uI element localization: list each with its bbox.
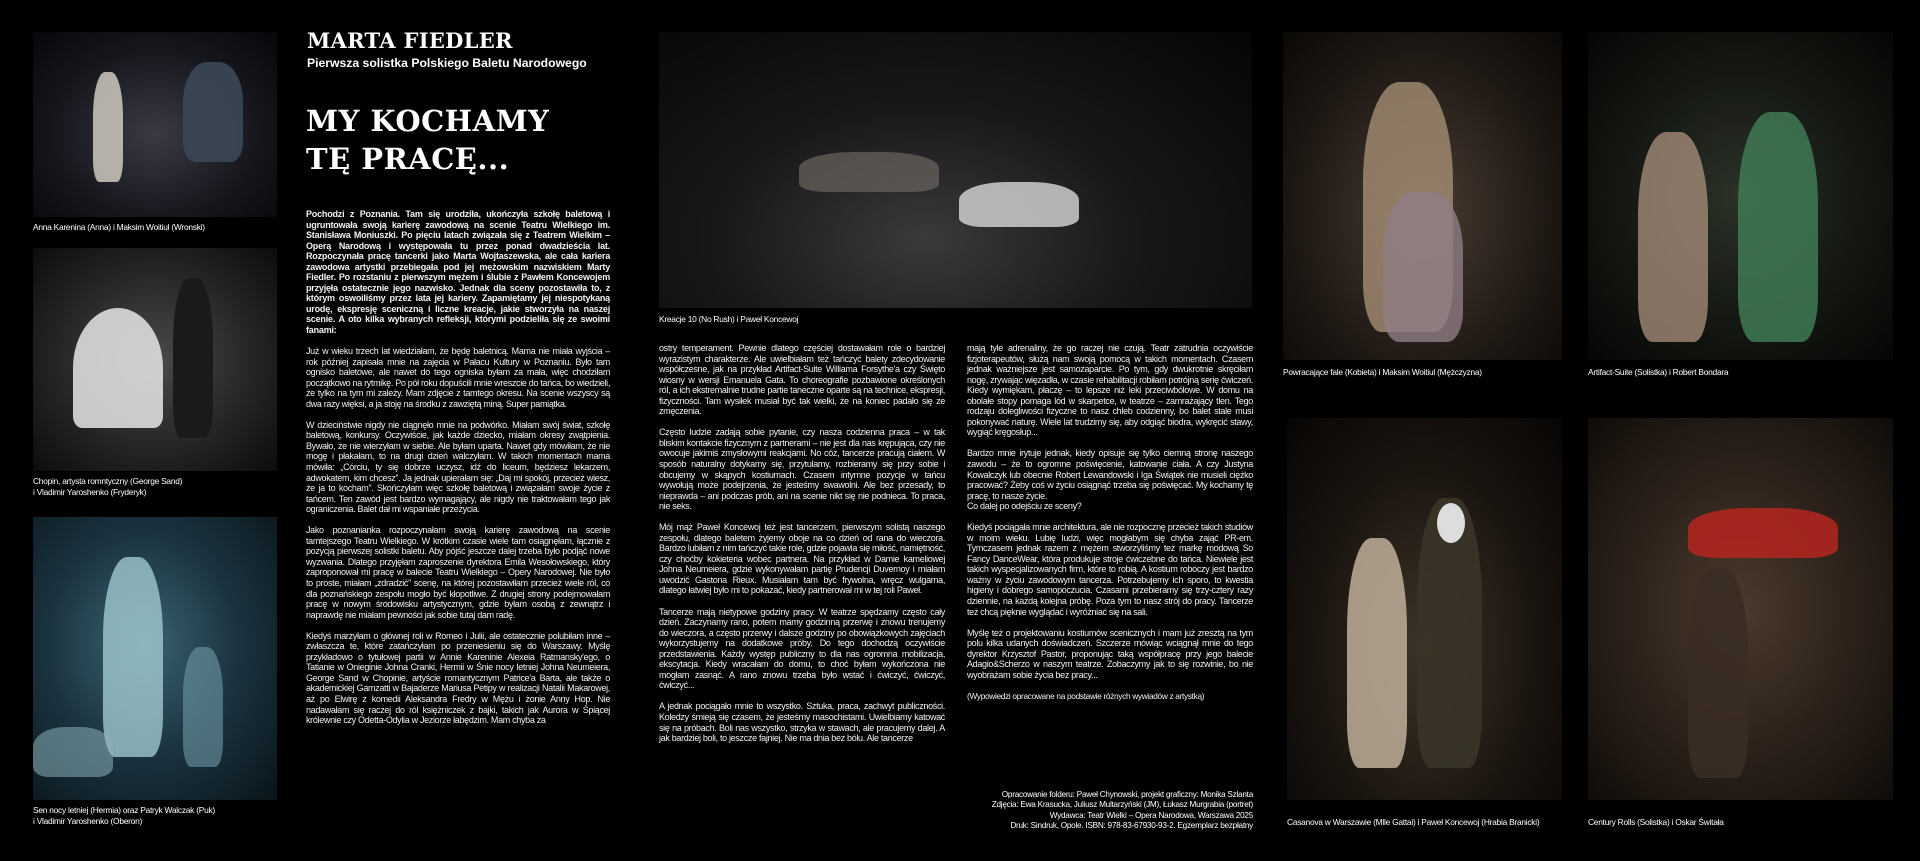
paragraph: ostry temperament. Pewnie dlatego częściej dostawałam role o bardziej wyrazistym charakterze. Ale uwielbiałam też tańczyć balety zdecydowanie współczesne, jak na przykład Artifact-Suite Williama Forsythe'a czy Święto wiosny w wersji Emanuela Gata. To choreografie pozbawione określonych ról, a ich ekstremalnie trudne partie taneczne oparte są na technice, ekspresji, fizyczności. Tam wysiłek musiał być tak wielki, że na koniec padało się ze zmęczenia. [659, 343, 945, 417]
paragraph: Myślę też o projektowaniu kostiumów scenicznych i mam już zresztą na tym polu kilka udanych doświadczeń. Szczerze mówiąc wciągnął mnie do tego dyrektor Krzysztof Pastor, proponując taką współpracę przy jego balecie Adagio&Scherzo w naszym teatrze. Zobaczymy jak to się rozwinie, bo nie wyobrażam sobie życia bez pracy... [967, 627, 1253, 680]
intro-paragraph: Pochodzi z Poznania. Tam się urodziła, ukończyła szkołę baletową i ugruntowała swoją karierę zawodową na scenie Teatru Wielkiego im. Stanisława Moniuszki. Po pięciu latach związała się z Teatrem Wielkim – Operą Narodową i występowała tu przez ponad dwadzieścia lat. Rozpoczynała pracę tancerki jako Marta Wojtaszewska, ale cała kariera zawodowa artystki przebiegała pod jej mężowskim nazwiskiem Marty Fiedler. Po rozstaniu z pierwszym mężem i ślubie z Pawłem Koncewojem przyjęła ostatecznie jego nazwisko. Jednak dla sceny pozostawiła to, z którym oswoiliśmy przez lata jej kariery. Zapamiętamy jej niespotykaną urodę, ekspresję sceniczną i liczne kreacje, jakie stworzyła na naszej scenie. A oto kilka wybranych refleksji, którymi podzieliła się ze swoimi fanami: [306, 209, 610, 336]
photo-powracajace-fale [1283, 32, 1562, 360]
photo-century-rolls [1588, 418, 1893, 800]
credit-line: Zdjęcia: Ewa Krasucka, Juliusz Multarzyński (JM), Łukasz Murgrabia (portret) [991, 800, 1253, 810]
credit-line: Opracowanie folderu: Paweł Chynowski, projekt graficzny: Monika Szlanta [1001, 790, 1253, 799]
page-title [306, 102, 549, 178]
text-column-1 [306, 209, 610, 736]
paragraph: A jednak pociągało mnie to wszystko. Sztuka, praca, zachwyt publiczności. Koledzy śmieją się czasem, że jesteśmy masochistami. Uwielbiamy katować się na próbach. Boli nas wszystko, strzyka w stawach, ale pracujemy dalej. A jak bardziej boli, to jeszcze fajniej. Nie ma dnia bez bólu. Ale tancerze [659, 701, 945, 744]
caption-sen-nocy-letniej [33, 805, 215, 826]
caption-anna-karenina: Anna Karenina (Anna) i Maksim Woitiul (Wronski) [33, 222, 205, 232]
caption-kreacje-10: Kreacje 10 (No Rush) i Paweł Koncewoj [659, 314, 799, 324]
caption-sen-line2: i Vladimir Yaroshenko (Oberon) [33, 815, 143, 826]
caption-powracajace-fale: Powracające fale (Kobieta) i Maksim Woitiul (Mężczyzna) [1283, 367, 1482, 377]
paragraph: Bardzo mnie irytuje jednak, kiedy opisuje się tylko ciemną stronę naszego zawodu – że to ogromne poświęcenie, katowanie ciała. A czy Justyna Kowalczyk lub obecnie Robert Lewandowski i Iga Świątek nie musieli ciężko pracować? Żeby coś w życiu osiągnąć trzeba się poświęcać. My kochamy tę pracę, to nasze życie. [967, 448, 1253, 501]
caption-century-rolls: Century Rolls (Solistka) i Oskar Świtała [1588, 817, 1724, 827]
paragraph: Tancerze mają nietypowe godziny pracy. W teatrze spędzamy często cały dzień. Zaczynamy rano, potem mamy godzinną przerwę i znowu trenujemy do wieczora, a często przerwy i dalsze godziny po obowiązkowych zajęciach wykorzystujemy na dodatkowe próby. Do tego dochodzą oczywiście przedstawienia. Każdy występ publiczny to dla nas ogromna mobilizacja, ekscytacja. Kiedy wracałam do domu, to choć byłam wykończona nie mogłam zasnąć. A rano znowu trzeba było wstać i ćwiczyć, ćwiczyć, ćwiczyć... [659, 606, 945, 691]
credits [967, 790, 1253, 831]
title-line-2: TĘ PRACĘ... [306, 142, 510, 176]
caption-chopin-line1: Chopin, artysta romntyczny (George Sand) [33, 476, 183, 486]
caption-sen-line1: Sen nocy letniej (Hermia) oraz Patryk Walczak (Puk) [33, 805, 215, 815]
photo-sen-nocy-letniej [33, 517, 277, 800]
caption-chopin [33, 476, 182, 497]
artist-subtitle: Pierwsza solistka Polskiego Baletu Narodowego [307, 56, 587, 70]
paragraph: Jako poznanianka rozpoczynałam swoją karierę zawodową na scenie tamtejszego Teatru Wielkiego. W krótkim czasie wiele tam osiągnęłam, łącznie z pozycją pierwszej solistki baletu. Aby pójść jeszcze dalej trzeba było podjąć nowe wyzwania. Dlatego przyjęłam zaproszenie dyrektora Emila Wesołowskiego, który zaproponował mi pracę w balecie Teatru Wielkiego – Opery Narodowej. Nie było to proste, miałam „zdradzić” scenę, na której pozostawiłam przecież wiele ról, co dla poznańskiego zespołu mogło być kłopotliwe. Z drugiej strony podejmowałam pracę w nowym środowisku artystycznym, gdzie byłam osobą z zewnątrz i naprawdę nie miałam pewności jak sobie tutaj dam radę. [306, 525, 610, 620]
artist-name: MARTA FIEDLER [307, 28, 513, 53]
paragraph: mają tyle adrenaliny, że go raczej nie czują. Teatr zatrudnia oczywiście fizjoterapeutów, służą nam swoją pomocą w takich momentach. Czasem jednak ważniejsze jest samozaparcie. Po tym, gdy dwukrotnie skręciłam nogę, zrywając więzadła, w czasie rehabilitacji robiłam potrójną serię ćwiczeń. Kiedy wymiękam, płaczę – to lepsze niż leki przeciwbólowe. W domu na obolałe stopy pomaga lód w skarpetce, w teatrze – zamrażający tlen. Tego rodzaju dolegliwości fizyczne to nasz chleb codzienny, bo balet stale musi pokonywać naturę. Wiele lat trudzimy się, aby odgiąć biodra, wykręcić stawy, wygiąć kręgosłup... [967, 343, 1253, 438]
paragraph: Kiedyś pociągała mnie architektura, ale nie rozpocznę przecież takich studiów w moim wieku. Lubię ludzi, więc mogłabym się chyba zająć PR-em. Tymczasem jednak razem z mężem stworzyliśmy też markę modową So Fancy DanceWear, która produkuje stroje ćwiczebne do tańca. Niewiele jest takich wyspecjalizowanych firm, które to robią. A kostium roboczy jest bardzo ważny w życiu zawodowym tancerza. Potrzebujemy ich sporo, to kwestia higieny i dobrego samopoczucia. Czasami przebieramy się trzy-cztery razy dziennie, na każdą kolejna próbę. Poza tym to nasz strój do pracy. Tancerze też chcą pięknie wyglądać i wyróżniać się na sali. [967, 522, 1253, 617]
title-line-1: MY KOCHAMY [306, 104, 550, 138]
question: Co dalej po odejściu ze sceny? [967, 501, 1082, 512]
caption-artifact-suite: Artifact-Suite (Solistka) i Robert Bondara [1588, 367, 1729, 377]
paragraph: Już w wieku trzech lat wiedziałam, że będę baletnicą. Mama nie miała wyjścia – rok później zapisała mnie na zajęcia w Pałacu Kultury w Poznaniu. Było tam ognisko baletowe, ale nawet do tego ogniska byłam za mała, więc chodziłam początkowo na rytmikę. Po pół roku dopuścili mnie wreszcie do tańca, bo wiedzieli, że tylko na tym mi zależy. Mam zdjęcie z tamtego okresu. Na scenie wszyscy są dwa razy więksi, a ja stoję na środku z zawziętą miną. Super pamiątka. [306, 346, 610, 409]
text-column-3 [967, 343, 1253, 712]
paragraph: Kiedyś marzyłam o głównej roli w Romeo i Julii, ale ostatecznie polubiłam inne – zwłaszcza te, które zatańczyłam po przeniesieniu się do Warszawy. Myślę przykładowo o tytułowej partii w Annie Kareninie Alexeia Ratmansky'ego, o Tatianie w Onieginie Johna Cranki, Hermii w Śnie nocy letniej Johna Neumeiera, George Sand w Chopinie, artyście romantycznym Patrice'a Barta, ale także o akademickiej Gamzatti w Bajaderze Mariusa Petipy w realizacji Natalii Makarowej, aż po Elwirę z komedii Aleksandra Fredry w Mężu i żonie Anny Hop. Nie nadawałam się raczej do ról księżniczek z bajki, takich jak Aurora w Śpiącej królewnie czy Odetta-Odylia w Jeziorze łabędzim. Mam chyba za [306, 630, 610, 726]
text-column-2 [659, 343, 945, 754]
photo-kreacje-10 [659, 32, 1252, 308]
photo-chopin [33, 248, 277, 471]
source-note: (Wypowiedzi opracowane na podstawie różnych wywiadów z artystką) [967, 690, 1205, 701]
paragraph: Mój mąż Paweł Koncewoj też jest tancerzem, pierwszym solistą naszego zespołu, dlatego baletem żyjemy oboje na co dzień od rana do wieczora. Bardzo lubiłam z nim tańczyć takie role, gdzie pojawia się miłość, namiętność, czy choćby kokieteria wobec partnera. Na przykład w Damie kameliowej Johna Neumeiera, gdzie wykonywałam partię Prudencji Duvernoy i miałam uwodzić Gastona Rieux. Musiałam tam być frywolna, wręcz wulgarna, dlatego łatwiej było mi to pokazać, kiedy partnerował mi w tej roli Paweł. [659, 522, 945, 596]
photo-casanova [1287, 418, 1562, 800]
credit-line: Wydawca: Teatr Wielki – Opera Narodowa, Warszawa 2025 [1049, 810, 1253, 820]
photo-artifact-suite [1588, 32, 1893, 360]
caption-casanova: Casanova w Warszawie (Mlle Gattai) i Paweł Koncewoj (Hrabia Branicki) [1287, 817, 1540, 827]
paragraph: Często ludzie zadają sobie pytanie, czy nasza codzienna praca – w tak bliskim kontakcie fizycznym z partnerami – nie jest dla nas krępująca, czy nie owocuje jakimiś zmysłowymi reakcjami. No cóż, tancerze pracują ciałem. W sposób naturalny dotykamy się, przytulamy, rozbieramy się przy sobie i obcujemy w skąpych kostiumach. Czasem intymne pozycje w tańcu wywołują może podejrzenia, że jesteśmy swawolni. Ale bez przesady, to nieprawda – ani podczas prób, ani na scenie nikt się nie podnieca. To praca, nie seks. [659, 427, 945, 512]
paragraph: W dzieciństwie nigdy nie ciągnęło mnie na podwórko. Miałam swój świat, szkołę baletową, konkursy. Oczywiście, jak każde dziecko, miałam okresy zwątpienia. Bywało, że nie wierzyłam w siebie. Ale byłam uparta. Nawet gdy mówiłam, że nie mogę i płakałam, to na drugi dzień walczyłam. W takich momentach mama mówiła: „Córciu, ty się dobrze uczysz, idź do liceum, będziesz lekarzem, adwokatem, kim chcesz”. Ja jednak upierałam się: „Daj mi spokój, przecież wiesz, że ja to kocham”. Skończyłam więc szkołę baletową i związałam swoje życie z tańcem. Ten zawód jest bardzo wymagający, ale nigdy nie traktowałam tego jak ograniczenia. Balet dał mi wspaniałe przeżycia. [306, 419, 610, 515]
credit-line: Druk: Sindruk, Opole. ISBN: 978-83-67930-93-2. Egzemplarz bezpłatny [1010, 820, 1253, 830]
photo-anna-karenina [33, 32, 277, 217]
caption-chopin-line2: i Vladimir Yaroshenko (Fryderyk) [33, 486, 147, 497]
